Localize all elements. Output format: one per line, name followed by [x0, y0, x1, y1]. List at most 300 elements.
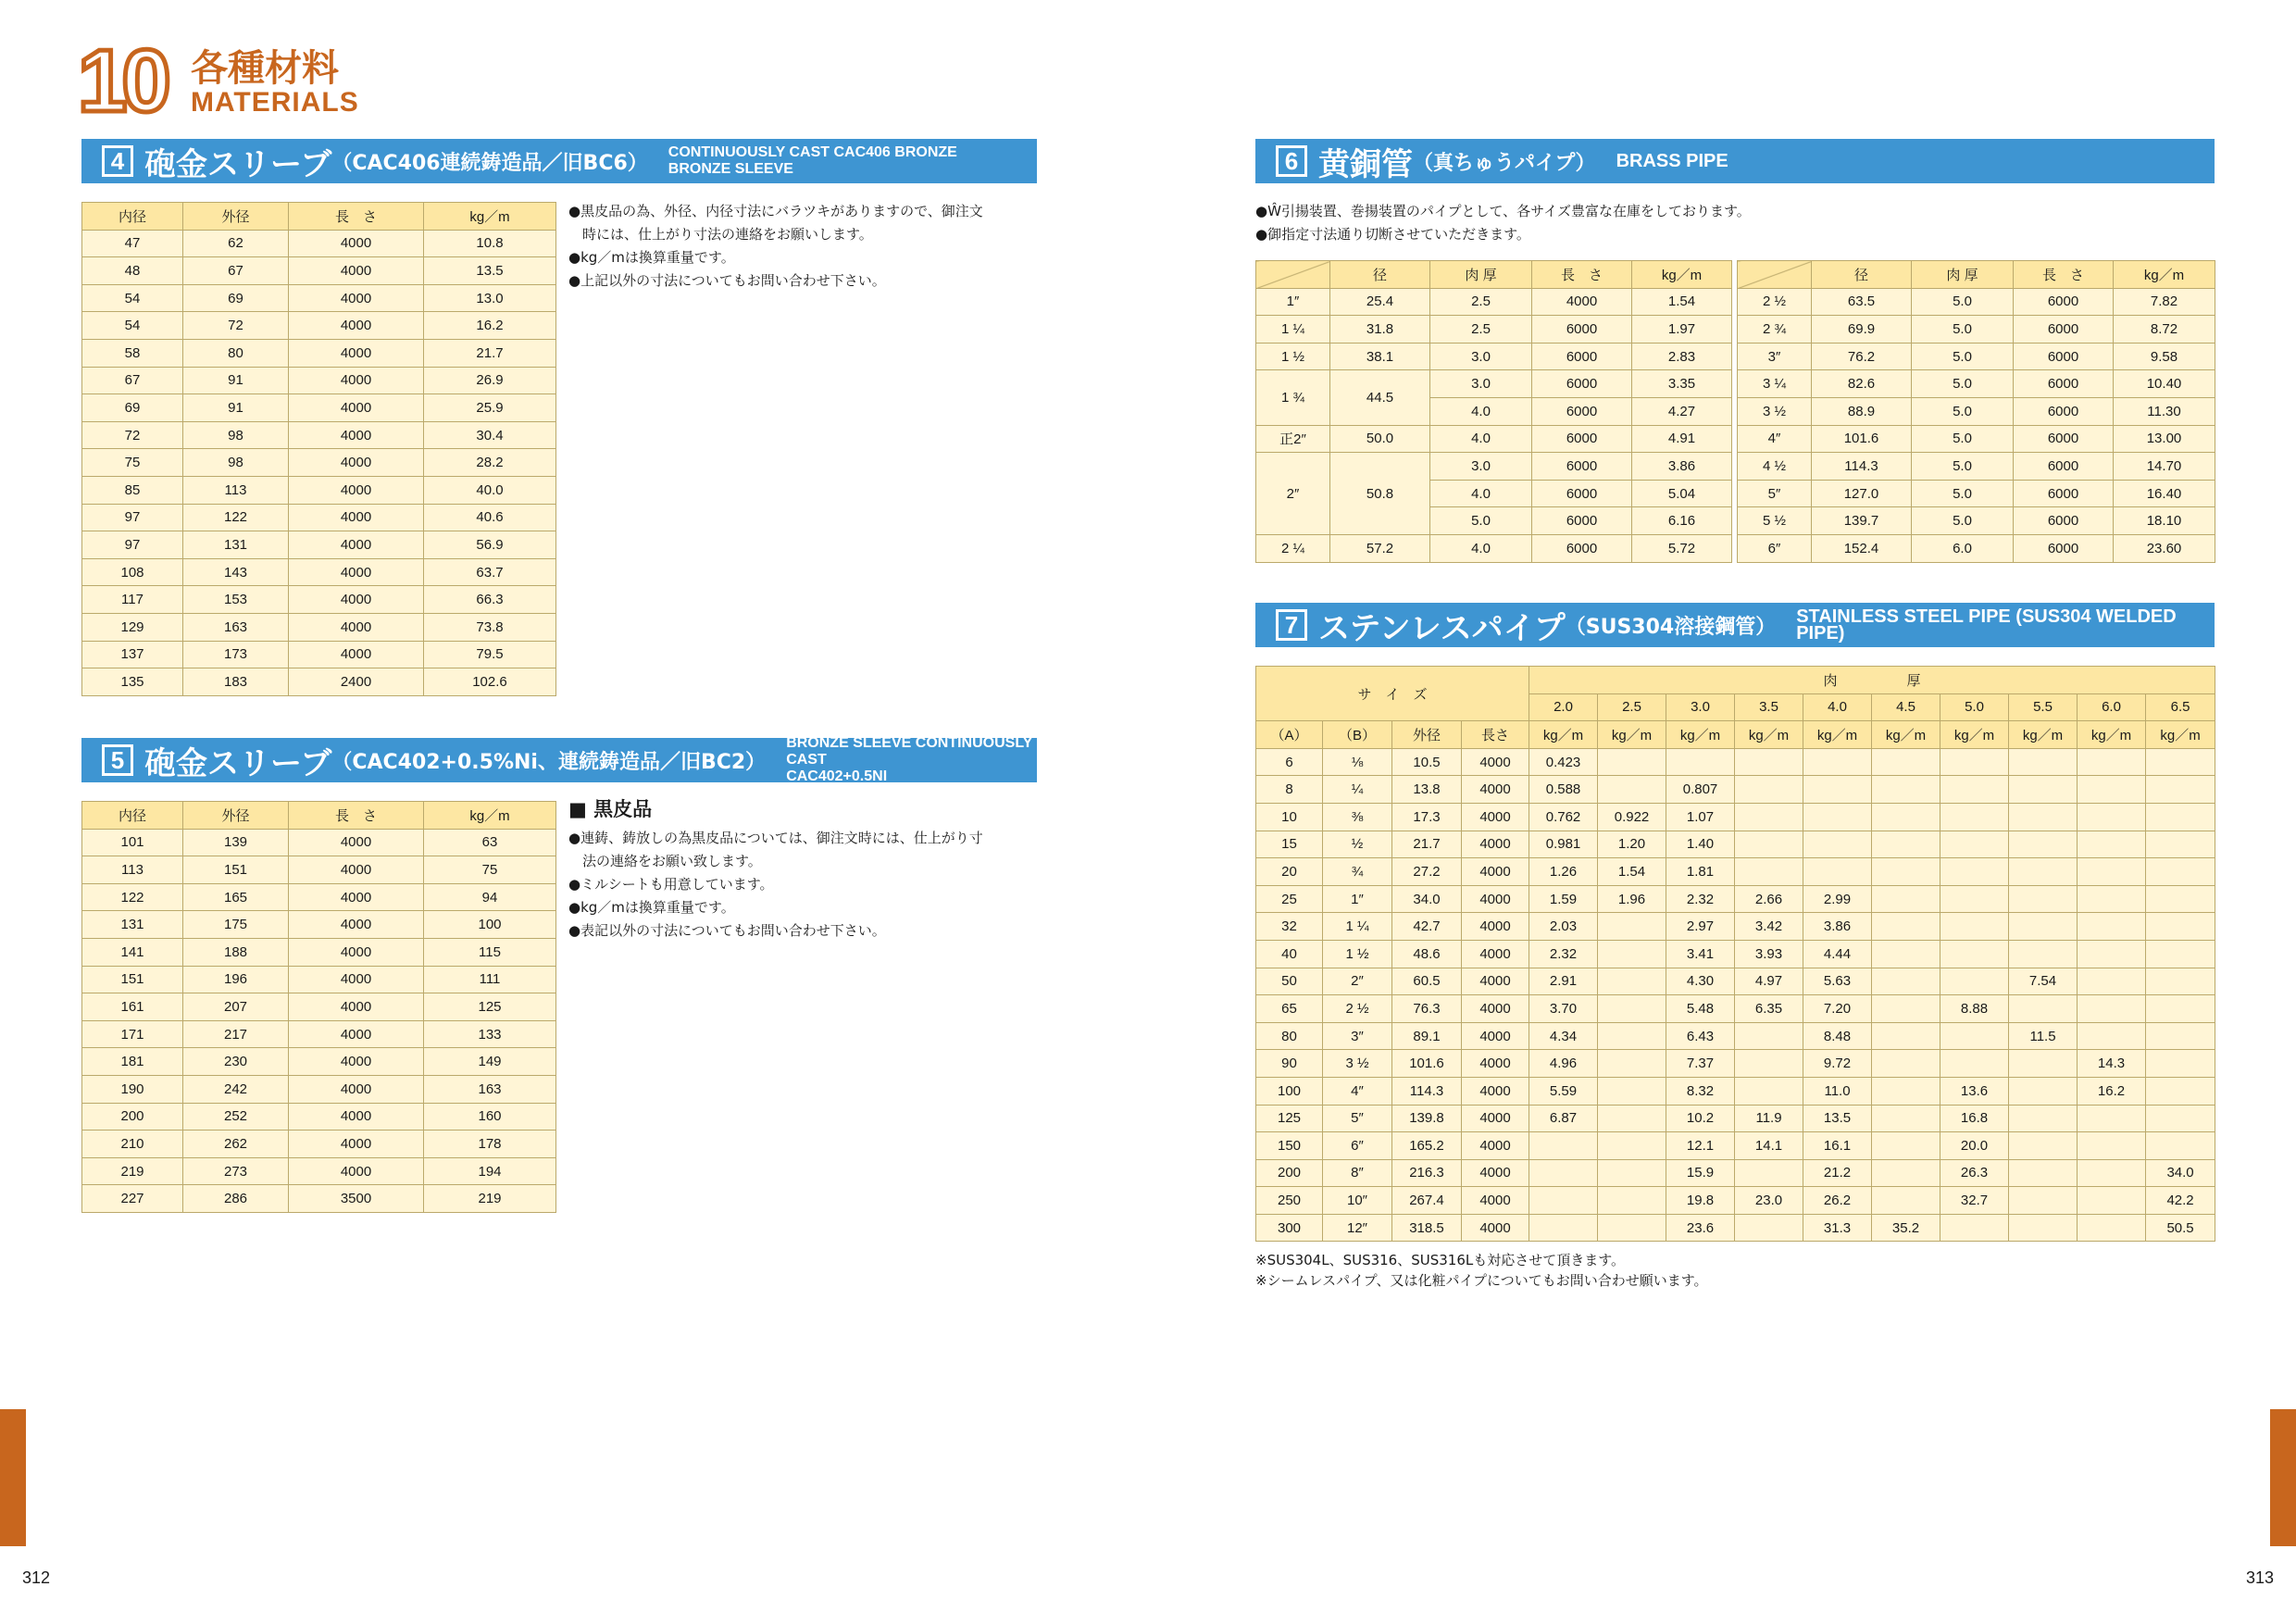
table-cell — [2146, 1050, 2215, 1078]
table-cell — [1940, 776, 2009, 804]
table-cell: 85 — [82, 476, 183, 504]
wall-cell: 4.0 — [1430, 397, 1532, 425]
table-cell: 50 — [1256, 968, 1323, 995]
table-cell: 8.48 — [1803, 1022, 1872, 1050]
table-cell: 4000 — [289, 938, 424, 966]
table-cell: 188 — [183, 938, 289, 966]
table-cell: 11.0 — [1803, 1077, 1872, 1105]
wall-cell: 4.0 — [1430, 425, 1532, 453]
size-cell: 正2″ — [1256, 425, 1330, 453]
table-cell — [1735, 1050, 1803, 1078]
table-cell: 16.8 — [1940, 1105, 2009, 1132]
stainless-pipe-table — [1255, 666, 2215, 1242]
length-cell: 6000 — [1532, 425, 1632, 453]
table-cell — [1735, 1077, 1803, 1105]
table-cell: 32.7 — [1940, 1187, 2009, 1215]
table-cell: 6.35 — [1735, 995, 1803, 1023]
table-cell — [1872, 776, 1940, 804]
table-cell: 122 — [183, 504, 289, 531]
table-cell: 15 — [1256, 831, 1323, 858]
table-cell: 63.5 — [1812, 288, 1912, 316]
table-cell — [1803, 776, 1872, 804]
table-cell: 5″ — [1323, 1105, 1392, 1132]
table-cell: 2.97 — [1666, 913, 1735, 941]
table-cell: 4000 — [1462, 803, 1529, 831]
table-row — [82, 1048, 556, 1076]
table-row — [82, 938, 556, 966]
table-cell: 5.0 — [1912, 288, 2014, 316]
table-row — [1256, 370, 1732, 398]
unit-header: kg／m — [1872, 721, 1940, 749]
table-cell: 4000 — [1462, 885, 1529, 913]
table-cell: 21.7 — [1392, 831, 1462, 858]
table-cell — [1940, 968, 2009, 995]
footnote: ※SUS304L、SUS316、SUS316Lも対応させて頂きます。 — [1255, 1252, 1626, 1268]
table-cell: 3″ — [1738, 343, 1812, 370]
table-cell — [1735, 748, 1803, 776]
table-cell — [2009, 1050, 2078, 1078]
table-row — [1738, 370, 2215, 398]
weight-cell: 3.35 — [1632, 370, 1732, 398]
thickness-header: 6.5 — [2146, 693, 2215, 721]
brass-pipe-table-right — [1737, 260, 2215, 563]
corner-header — [1738, 261, 1812, 289]
table-cell: 219 — [82, 1157, 183, 1185]
table-cell: 0.807 — [1666, 776, 1735, 804]
table-cell: 165.2 — [1392, 1132, 1462, 1160]
table-cell: 5.0 — [1912, 316, 2014, 344]
thickness-header: 3.5 — [1735, 693, 1803, 721]
table-row — [1256, 534, 1732, 562]
section-title: ステンレスパイプ — [1318, 609, 1566, 647]
section-title: 黄銅管 — [1318, 145, 1413, 183]
table-cell: 10.8 — [424, 230, 556, 257]
weight-cell: 1.97 — [1632, 316, 1732, 344]
table-cell: 2.32 — [1666, 885, 1735, 913]
table-cell: 31.3 — [1803, 1214, 1872, 1242]
thickness-header: 2.5 — [1598, 693, 1666, 721]
table-cell: 151 — [183, 856, 289, 884]
section-6-notes — [1255, 200, 1751, 246]
section-5-notes — [568, 795, 983, 943]
table-cell: 2 ¾ — [1738, 316, 1812, 344]
table-cell: 5.0 — [1912, 370, 2014, 398]
section-subtitle: （SUS304溶接鋼管） — [1565, 615, 1777, 639]
table-cell: 4000 — [1462, 1187, 1529, 1215]
table-row — [82, 586, 556, 614]
table-cell: 66.3 — [424, 586, 556, 614]
table-row — [1256, 940, 2215, 968]
table-cell — [1598, 968, 1666, 995]
table-cell: 100 — [1256, 1077, 1323, 1105]
table-cell — [1598, 1105, 1666, 1132]
table-row — [1738, 316, 2215, 344]
table-row — [1256, 1105, 2215, 1132]
table-cell — [2146, 776, 2215, 804]
table-row — [82, 312, 556, 340]
table-cell: 9.72 — [1803, 1050, 1872, 1078]
table-cell: 4000 — [1462, 776, 1529, 804]
length-cell: 6000 — [1532, 507, 1632, 535]
table-cell: 6000 — [2014, 397, 2114, 425]
table-cell: 26.9 — [424, 367, 556, 394]
table-cell: 3.86 — [1803, 913, 1872, 941]
table-cell: 3.93 — [1735, 940, 1803, 968]
diameter-cell: 57.2 — [1330, 534, 1430, 562]
table-row — [82, 367, 556, 394]
table-cell — [1872, 858, 1940, 886]
table-cell: 300 — [1256, 1214, 1323, 1242]
table-cell — [1872, 1159, 1940, 1187]
table-cell — [1872, 940, 1940, 968]
table-cell — [2078, 995, 2146, 1023]
table-row — [1256, 425, 1732, 453]
table-cell: 21.2 — [1803, 1159, 1872, 1187]
table-cell — [2009, 913, 2078, 941]
table-cell: 40.6 — [424, 504, 556, 531]
table-cell: 1.54 — [1598, 858, 1666, 886]
table-cell: 0.922 — [1598, 803, 1666, 831]
table-cell: 6000 — [2014, 316, 2114, 344]
size-group-header: サ イ ズ — [1256, 667, 1529, 721]
table-cell: 4000 — [289, 421, 424, 449]
table-cell: 10.40 — [2114, 370, 2215, 398]
table-row — [1256, 885, 2215, 913]
table-row — [82, 856, 556, 884]
table-cell: 141 — [82, 938, 183, 966]
table-cell: 6000 — [2014, 343, 2114, 370]
table-cell: 173 — [183, 641, 289, 668]
table-cell: 20 — [1256, 858, 1323, 886]
table-cell: 6000 — [2014, 453, 2114, 481]
table-cell — [1940, 913, 2009, 941]
header-row — [1256, 261, 1732, 289]
table-cell: 165 — [183, 883, 289, 911]
table-cell — [1598, 1214, 1666, 1242]
column-header: 径 — [1330, 261, 1430, 289]
table-cell — [1598, 995, 1666, 1023]
table-cell — [2009, 1105, 2078, 1132]
section-7-footnotes — [1255, 1250, 1708, 1291]
wall-cell: 2.5 — [1430, 316, 1532, 344]
table-cell: 26.2 — [1803, 1187, 1872, 1215]
table-cell: 17.3 — [1392, 803, 1462, 831]
table-cell: ¼ — [1323, 776, 1392, 804]
table-row — [1738, 480, 2215, 507]
table-cell: ½ — [1323, 831, 1392, 858]
table-cell: 34.0 — [1392, 885, 1462, 913]
table-cell: 227 — [82, 1185, 183, 1213]
table-cell: 1.07 — [1666, 803, 1735, 831]
diameter-cell: 50.8 — [1330, 453, 1430, 535]
table-cell — [1872, 968, 1940, 995]
table-cell: 75 — [424, 856, 556, 884]
section-subtitle: （真ちゅうパイプ） — [1413, 151, 1596, 175]
table-cell: 143 — [183, 558, 289, 586]
table-cell: 1.81 — [1666, 858, 1735, 886]
table-row — [82, 829, 556, 856]
table-row — [82, 613, 556, 641]
table-cell — [1940, 748, 2009, 776]
table-cell: 5 ½ — [1738, 507, 1812, 535]
table-cell: 217 — [183, 1020, 289, 1048]
table-cell: 67 — [183, 257, 289, 285]
table-cell: 133 — [424, 1020, 556, 1048]
table-row — [1256, 968, 2215, 995]
table-cell: 15.9 — [1666, 1159, 1735, 1187]
table-cell: 4000 — [289, 367, 424, 394]
table-cell: 63 — [424, 829, 556, 856]
table-cell — [2146, 913, 2215, 941]
table-cell: 0.981 — [1529, 831, 1598, 858]
table-cell — [1940, 885, 2009, 913]
table-cell: 4000 — [289, 966, 424, 993]
section-subtitle: （CAC406連続鋳造品／旧BC6） — [331, 151, 648, 175]
section-title: 砲金スリーブ — [144, 145, 332, 183]
table-cell: 16.40 — [2114, 480, 2215, 507]
column-header: 長 さ — [289, 802, 424, 830]
table-cell: 4000 — [289, 586, 424, 614]
table-cell — [1735, 1022, 1803, 1050]
thickness-header: 4.5 — [1872, 693, 1940, 721]
weight-cell: 2.83 — [1632, 343, 1732, 370]
length-cell: 6000 — [1532, 480, 1632, 507]
table-row — [82, 993, 556, 1021]
table-row — [82, 531, 556, 559]
table-cell: 175 — [183, 911, 289, 939]
table-cell: 94 — [424, 883, 556, 911]
table-row — [1256, 803, 2215, 831]
table-cell — [1735, 858, 1803, 886]
header-row — [1256, 667, 2215, 694]
table-cell: 0.423 — [1529, 748, 1598, 776]
table-row — [82, 230, 556, 257]
table-cell: 80 — [1256, 1022, 1323, 1050]
table-cell: 131 — [82, 911, 183, 939]
table-cell: 6″ — [1738, 534, 1812, 562]
unit-header: kg／m — [2009, 721, 2078, 749]
table-row — [1256, 831, 2215, 858]
table-cell — [2078, 858, 2146, 886]
table-cell: ¾ — [1323, 858, 1392, 886]
table-cell: 262 — [183, 1131, 289, 1158]
table-cell — [1598, 1077, 1666, 1105]
table-cell: 79.5 — [424, 641, 556, 668]
table-cell — [2009, 1077, 2078, 1105]
table-cell: 69.9 — [1812, 316, 1912, 344]
table-cell: 3.42 — [1735, 913, 1803, 941]
weight-cell: 3.86 — [1632, 453, 1732, 481]
table-row — [82, 1185, 556, 1213]
table-cell: 11.5 — [2009, 1022, 2078, 1050]
table-row — [82, 883, 556, 911]
table-cell: 252 — [183, 1103, 289, 1131]
note-line: ●連鋳、鋳放しの為黒皮品については、御注文時には、仕上がり寸 — [568, 830, 983, 846]
table-cell — [2078, 940, 2146, 968]
size-cell: 1 ¼ — [1256, 316, 1330, 344]
table-cell: 139 — [183, 829, 289, 856]
table-cell — [1872, 995, 1940, 1023]
table-cell: 122 — [82, 883, 183, 911]
table-cell — [1598, 776, 1666, 804]
section-number: 5 — [102, 744, 133, 776]
wall-cell: 5.0 — [1430, 507, 1532, 535]
table-cell — [1940, 1214, 2009, 1242]
table-cell: 13.0 — [424, 284, 556, 312]
note-line: ●kg／mは換算重量です。 — [568, 249, 735, 266]
table-cell: 4000 — [289, 1075, 424, 1103]
table-row — [1738, 397, 2215, 425]
column-header: kg／m — [2114, 261, 2215, 289]
wall-cell: 3.0 — [1430, 370, 1532, 398]
table-cell — [1940, 940, 2009, 968]
table-cell: 152.4 — [1812, 534, 1912, 562]
table-cell — [2146, 995, 2215, 1023]
table-cell: 4000 — [1462, 1050, 1529, 1078]
table-cell: 5.0 — [1912, 343, 2014, 370]
table-cell: 10.2 — [1666, 1105, 1735, 1132]
table-cell — [2078, 913, 2146, 941]
table-cell: 4000 — [289, 883, 424, 911]
table-cell — [1872, 1187, 1940, 1215]
table-cell: 216.3 — [1392, 1159, 1462, 1187]
table-cell: 101.6 — [1392, 1050, 1462, 1078]
table-cell — [2078, 1214, 2146, 1242]
wall-cell: 2.5 — [1430, 288, 1532, 316]
table-cell — [2009, 803, 2078, 831]
page-edge-tab-left — [0, 1409, 26, 1546]
table-cell: 6″ — [1323, 1132, 1392, 1160]
section-7-header — [1255, 603, 2215, 647]
table-cell: 114.3 — [1812, 453, 1912, 481]
table-cell: 5.63 — [1803, 968, 1872, 995]
thickness-header: 3.0 — [1666, 693, 1735, 721]
table-cell: 4.96 — [1529, 1050, 1598, 1078]
table-cell: 60.5 — [1392, 968, 1462, 995]
table-row — [1738, 453, 2215, 481]
table-row — [82, 284, 556, 312]
table-cell: 69 — [183, 284, 289, 312]
table-cell: 163 — [183, 613, 289, 641]
table-row — [1738, 425, 2215, 453]
table-cell: 207 — [183, 993, 289, 1021]
wall-cell: 4.0 — [1430, 534, 1532, 562]
diameter-cell: 44.5 — [1330, 370, 1430, 425]
table-cell — [1529, 1159, 1598, 1187]
section-4-header — [81, 139, 1037, 183]
table-cell: 1″ — [1323, 885, 1392, 913]
table-row — [82, 1157, 556, 1185]
table-cell: 91 — [183, 367, 289, 394]
table-row — [82, 1103, 556, 1131]
table-cell: 3 ½ — [1323, 1050, 1392, 1078]
table-row — [1256, 453, 1732, 481]
table-cell: 4000 — [289, 613, 424, 641]
table-cell — [1803, 831, 1872, 858]
table-cell: 2.32 — [1529, 940, 1598, 968]
table-cell: 54 — [82, 284, 183, 312]
table-cell: 73.8 — [424, 613, 556, 641]
table-cell: 4000 — [1462, 940, 1529, 968]
table-cell: 102.6 — [424, 668, 556, 696]
table-cell — [1872, 885, 1940, 913]
length-cell: 6000 — [1532, 316, 1632, 344]
table-cell: 21.7 — [424, 339, 556, 367]
table-row — [82, 911, 556, 939]
table-cell — [1872, 803, 1940, 831]
table-cell: 5.0 — [1912, 507, 2014, 535]
length-cell: 6000 — [1532, 343, 1632, 370]
table-cell: 7.54 — [2009, 968, 2078, 995]
table-cell: 11.9 — [1735, 1105, 1803, 1132]
table-cell: 1.59 — [1529, 885, 1598, 913]
table-cell: 4000 — [289, 257, 424, 285]
length-cell: 4000 — [1532, 288, 1632, 316]
brass-pipe-table-left — [1255, 260, 1732, 563]
section-subtitle: （CAC402+0.5%Ni、連続鋳造品／旧BC2） — [331, 750, 767, 774]
table-cell — [2078, 1159, 2146, 1187]
table-row — [1256, 1077, 2215, 1105]
table-cell: 101 — [82, 829, 183, 856]
table-cell — [2146, 803, 2215, 831]
table-cell: 97 — [82, 504, 183, 531]
table-cell: 4000 — [1462, 831, 1529, 858]
column-header: 肉 厚 — [1430, 261, 1532, 289]
table-cell: 4000 — [289, 312, 424, 340]
table-cell: 139.7 — [1812, 507, 1912, 535]
table-cell: 3 ¼ — [1738, 370, 1812, 398]
table-cell: 4000 — [289, 1131, 424, 1158]
table-cell: 25.9 — [424, 394, 556, 422]
table-cell — [2078, 776, 2146, 804]
table-cell — [1872, 1132, 1940, 1160]
wall-cell: 3.0 — [1430, 453, 1532, 481]
column-header: 長さ — [1462, 721, 1529, 749]
table-cell: 16.2 — [424, 312, 556, 340]
table-cell: 101.6 — [1812, 425, 1912, 453]
table-cell: ⅛ — [1323, 748, 1392, 776]
table-cell: 4″ — [1738, 425, 1812, 453]
table-cell: 48 — [82, 257, 183, 285]
column-header: 長 さ — [2014, 261, 2114, 289]
weight-cell: 4.27 — [1632, 397, 1732, 425]
table-cell: 10.5 — [1392, 748, 1462, 776]
note-line: ●表記以外の寸法についてもお問い合わせ下さい。 — [568, 922, 886, 939]
table-row — [82, 668, 556, 696]
table-cell — [2146, 1132, 2215, 1160]
header-row — [1256, 721, 2215, 749]
table-cell: 69 — [82, 394, 183, 422]
table-cell: 4000 — [289, 1020, 424, 1048]
column-header: kg／m — [424, 203, 556, 231]
table-row — [82, 1075, 556, 1103]
table-cell: 4000 — [289, 339, 424, 367]
table-row — [1256, 1022, 2215, 1050]
table-cell: 34.0 — [2146, 1159, 2215, 1187]
table-cell — [2009, 1132, 2078, 1160]
table-cell: 6 — [1256, 748, 1323, 776]
table-cell — [2009, 776, 2078, 804]
table-cell: 40.0 — [424, 476, 556, 504]
table-cell: 30.4 — [424, 421, 556, 449]
note-line: 時には、仕上がり寸法の連絡をお願いします。 — [568, 226, 873, 243]
table-row — [1256, 343, 1732, 370]
table-cell: 161 — [82, 993, 183, 1021]
table-cell: 190 — [82, 1075, 183, 1103]
diameter-cell: 50.0 — [1330, 425, 1430, 453]
table-cell: 18.10 — [2114, 507, 2215, 535]
table-cell: 4000 — [1462, 1132, 1529, 1160]
